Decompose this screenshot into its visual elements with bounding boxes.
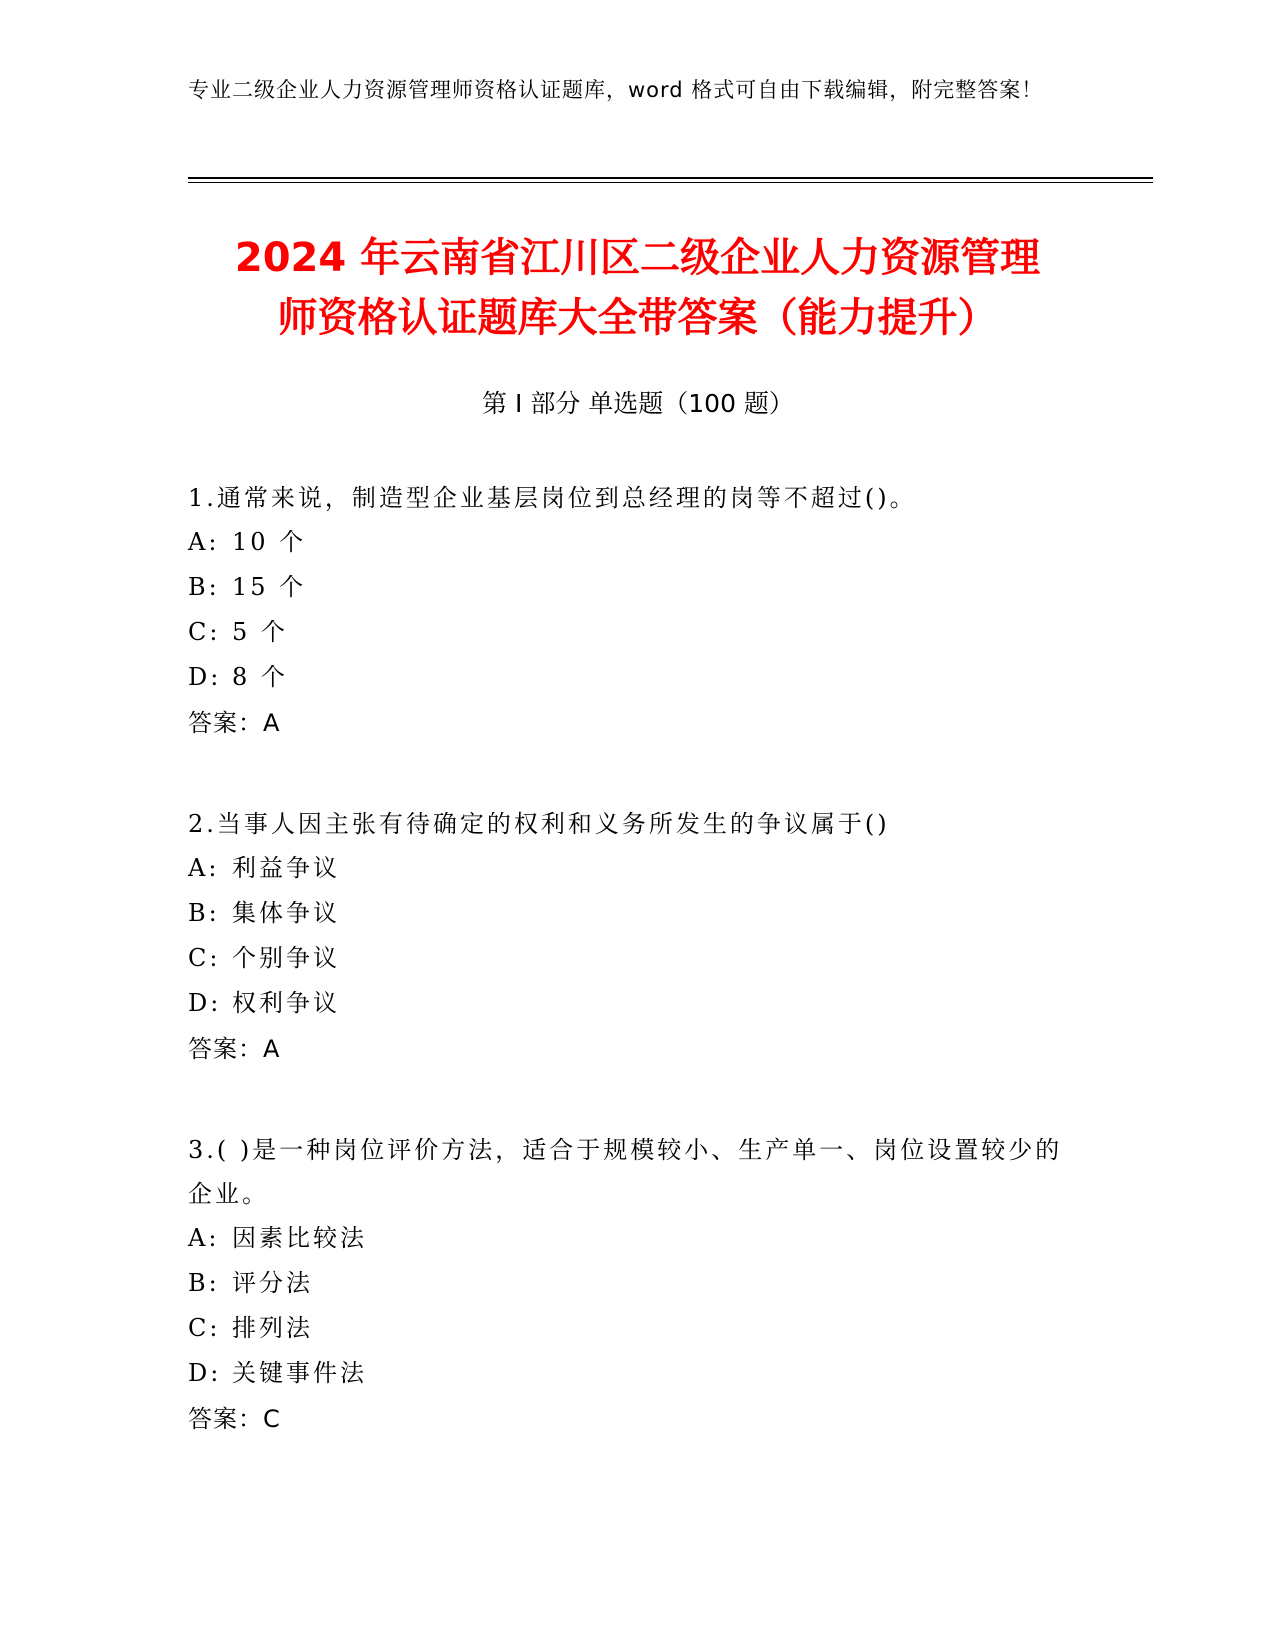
- option-letter: D:: [188, 989, 222, 1017]
- header-divider-thin: [188, 182, 1153, 183]
- document-title: [150, 228, 1125, 348]
- option-letter: C:: [188, 618, 221, 646]
- question-1: [188, 476, 1088, 746]
- option-letter: D:: [188, 1359, 222, 1387]
- option-letter: C:: [188, 1314, 221, 1342]
- question-text: 1.通常来说，制造型企业基层岗位到总经理的岗等不超过()。: [188, 484, 917, 512]
- section-title: 第 I 部分 单选题（100 题）: [482, 389, 794, 418]
- question-3: [188, 1128, 1088, 1442]
- option-a: [188, 846, 1088, 891]
- answer: 答案：A: [188, 1035, 281, 1063]
- option-d: [188, 655, 1088, 700]
- option-letter: B:: [188, 1269, 220, 1297]
- option-d: [188, 1351, 1088, 1396]
- option-b: [188, 565, 1088, 610]
- option-letter: C:: [188, 944, 221, 972]
- option-text: 10 个: [232, 528, 307, 556]
- document-title-line-2: 师资格认证题库大全带答案（能力提升）: [277, 295, 998, 341]
- option-letter: D:: [188, 663, 222, 691]
- option-text: 5 个: [232, 618, 288, 646]
- option-d: [188, 981, 1088, 1026]
- option-c: [188, 610, 1088, 655]
- option-text: 评分法: [232, 1269, 313, 1297]
- question-2: [188, 802, 1088, 1072]
- header-note: 专业二级企业人力资源管理师资格认证题库，word 格式可自由下载编辑，附完整答案！: [188, 78, 1044, 102]
- option-b: [188, 1261, 1088, 1306]
- document-title-line-1: 2024 年云南省江川区二级企业人力资源管理: [234, 235, 1041, 281]
- option-text: 15 个: [232, 573, 307, 601]
- question-text: 2.当事人因主张有待确定的权利和义务所发生的争议属于(): [188, 810, 890, 838]
- answer: 答案：C: [188, 1405, 281, 1433]
- option-b: [188, 891, 1088, 936]
- option-letter: A:: [188, 1224, 220, 1252]
- option-c: [188, 1306, 1088, 1351]
- option-letter: B:: [188, 899, 220, 927]
- option-text: 8 个: [232, 663, 288, 691]
- option-text: 因素比较法: [232, 1224, 367, 1252]
- option-text: 排列法: [232, 1314, 313, 1342]
- option-letter: A:: [188, 854, 220, 882]
- option-text: 集体争议: [232, 899, 340, 927]
- option-text: 关键事件法: [232, 1359, 367, 1387]
- answer: 答案：A: [188, 709, 281, 737]
- option-a: [188, 1216, 1088, 1261]
- question-text: 3.( )是一种岗位评价方法，适合于规模较小、生产单一、岗位设置较少的企业。: [188, 1136, 1063, 1208]
- option-text: 利益争议: [232, 854, 340, 882]
- header-divider-thick: [188, 177, 1153, 179]
- option-text: 权利争议: [232, 989, 340, 1017]
- option-text: 个别争议: [232, 944, 340, 972]
- option-a: [188, 520, 1088, 565]
- question-list: [188, 476, 1088, 1498]
- option-letter: B:: [188, 573, 220, 601]
- option-c: [188, 936, 1088, 981]
- option-letter: A:: [188, 528, 220, 556]
